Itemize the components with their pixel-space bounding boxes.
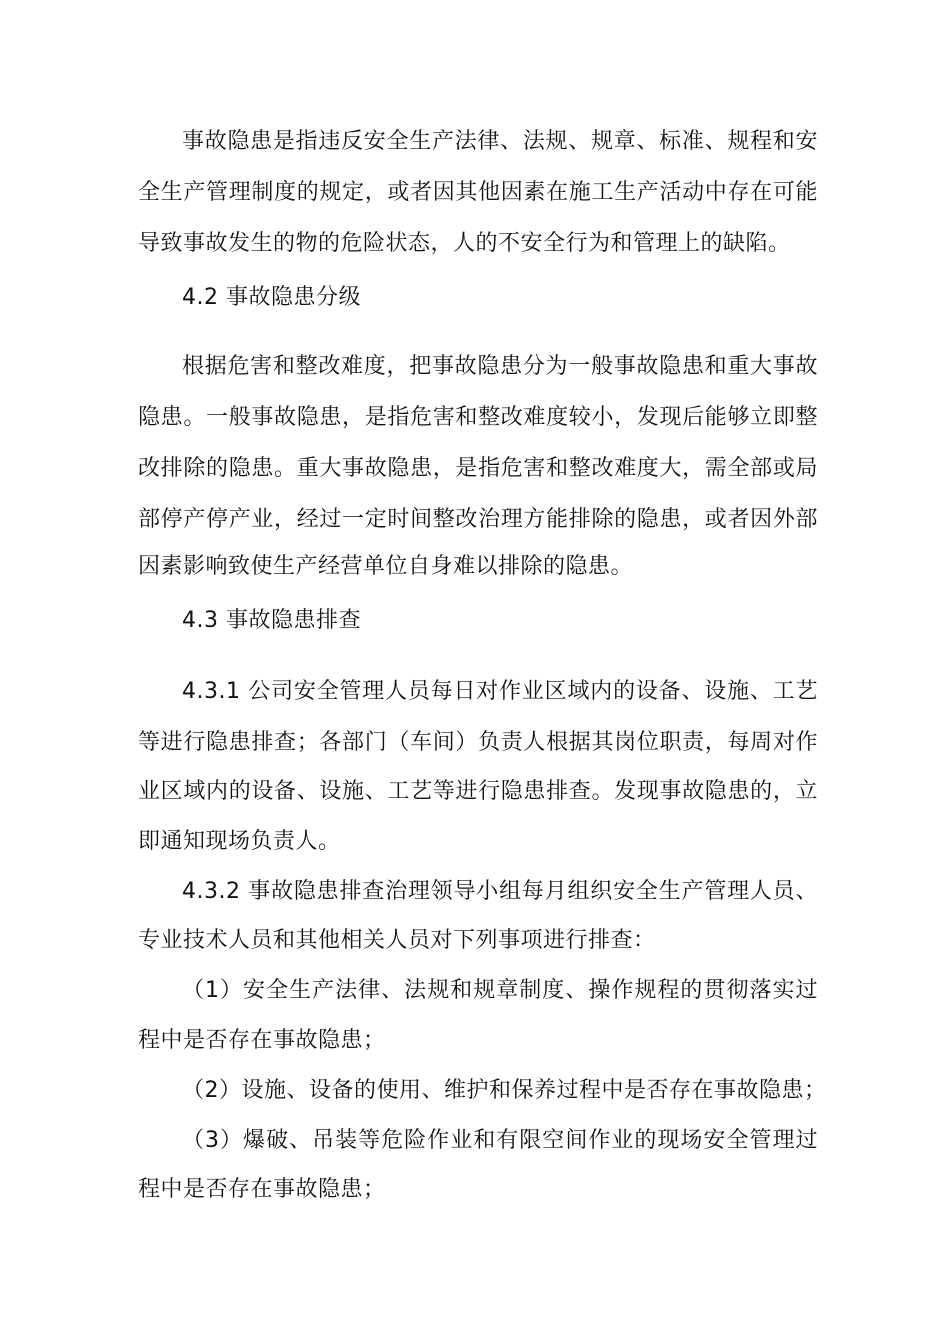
paragraph-line: 即通知现场负责人。: [138, 829, 341, 854]
list-item: （3）爆破、吊装等危险作业和有限空间作业的现场安全管理过: [182, 1128, 818, 1153]
list-item-continuation: 程中是否存在事故隐患；: [138, 1177, 386, 1202]
paragraph-line: 部停产停产业，经过一定时间整改治理方能排除的隐患，或者因外部: [138, 507, 818, 532]
list-item: （1）安全生产法律、法规和规章制度、操作规程的贯彻落实过: [182, 978, 818, 1003]
paragraph-line: 全生产管理制度的规定，或者因其他因素在施工生产活动中存在可能: [138, 180, 818, 205]
paragraph-line: 改排除的隐患。重大事故隐患，是指危害和整改难度大，需全部或局: [138, 456, 818, 481]
list-item: （2）设施、设备的使用、维护和保养过程中是否存在事故隐患；: [182, 1078, 827, 1103]
paragraph-line: 因素影响致使生产经营单位自身难以排除的隐患。: [138, 554, 634, 579]
section-heading: 4.3 事故隐患排查: [182, 608, 361, 633]
paragraph-line: 业区域内的设备、设施、工艺等进行隐患排查。发现事故隐患的，立: [138, 779, 818, 804]
section-heading: 4.2 事故隐患分级: [182, 285, 361, 310]
paragraph-line: 4.3.2 事故隐患排查治理领导小组每月组织安全生产管理人员、: [182, 879, 818, 904]
paragraph-line: 导致事故发生的物的危险状态，人的不安全行为和管理上的缺陷。: [138, 231, 791, 256]
paragraph-line: 根据危害和整改难度，把事故隐患分为一般事故隐患和重大事故: [182, 354, 818, 379]
paragraph-line: 事故隐患是指违反安全生产法律、法规、规章、标准、规程和安: [182, 129, 818, 154]
paragraph-line: 4.3.1 公司安全管理人员每日对作业区域内的设备、设施、工艺: [182, 679, 818, 704]
paragraph-line: 等进行隐患排查；各部门（车间）负责人根据其岗位职责，每周对作: [138, 730, 818, 755]
paragraph-line: 专业技术人员和其他相关人员对下列事项进行排查：: [138, 928, 656, 953]
paragraph-line: 隐患。一般事故隐患，是指危害和整改难度较小，发现后能够立即整: [138, 405, 818, 430]
list-item-continuation: 程中是否存在事故隐患；: [138, 1028, 386, 1053]
